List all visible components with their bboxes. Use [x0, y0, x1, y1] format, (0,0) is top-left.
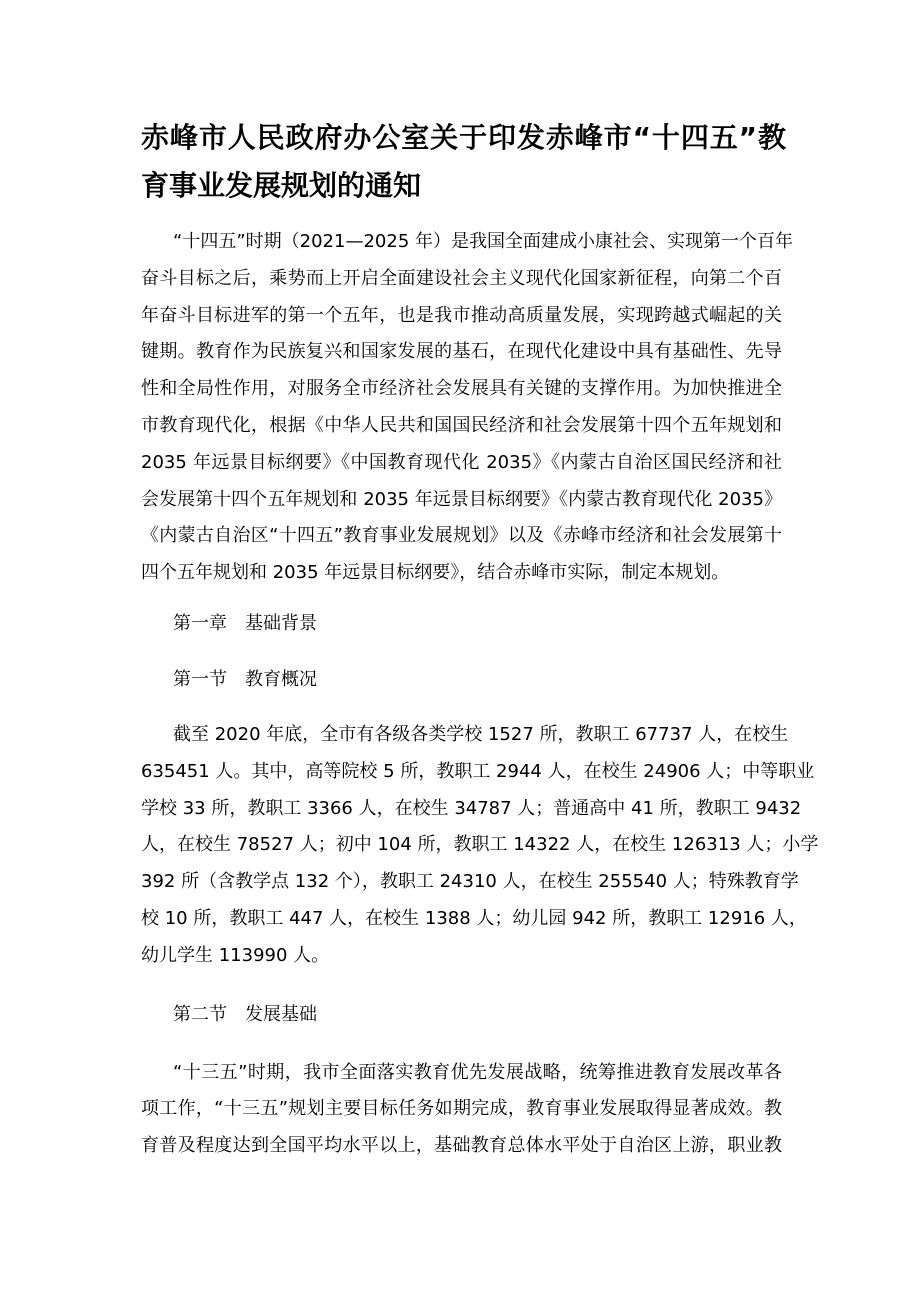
paragraph-line: 市教育现代化，根据《中华人民共和国国民经济和社会发展第十四个五年规划和	[141, 414, 782, 436]
paragraph-line: 项工作，“十三五”规划主要目标任务如期完成，教育事业发展取得显著成效。教	[141, 1098, 782, 1120]
paragraph-line: 《内蒙古自治区“十四五”教育事业发展规划》以及《赤峰市经济和社会发展第十	[141, 525, 782, 547]
document-page	[141, 114, 819, 1165]
section-heading: 第二节 发展基础	[173, 1003, 317, 1025]
paragraph-line: 校 10 所，教职工 447 人，在校生 1388 人；幼儿园 942 所，教职工 12916 人，	[141, 907, 807, 929]
paragraph-line: 学校 33 所，教职工 3366 人，在校生 34787 人；普通高中 41 所，教职工 9432	[141, 797, 802, 819]
paragraph-line: 奋斗目标之后，乘势而上开启全面建设社会主义现代化国家新征程，向第二个百	[141, 267, 782, 289]
paragraph-line: 键期。教育作为民族复兴和国家发展的基石，在现代化建设中具有基础性、先导	[141, 341, 782, 363]
intro-paragraph	[141, 224, 793, 592]
paragraph-line: 性和全局性作用，对服务全市经济社会发展具有关键的支撑作用。为加快推进全	[141, 378, 782, 400]
paragraph-line: 截至 2020 年底，全市有各级各类学校 1527 所，教职工 67737 人，在校生	[173, 723, 789, 745]
paragraph-line: 幼儿学生 113990 人。	[141, 944, 330, 966]
paragraph-line: “十四五”时期（2021—2025 年）是我国全面建成小康社会、实现第一个百年	[173, 231, 793, 252]
section-heading: 第一节 教育概况	[173, 668, 317, 690]
overview-paragraph	[141, 717, 819, 975]
title-line: 赤峰市人民政府办公室关于印发赤峰市“十四五”教	[141, 121, 786, 154]
paragraph-line: 四个五年规划和 2035 年远景目标纲要》，结合赤峰市实际，制定本规划。	[141, 562, 730, 584]
paragraph-line: 392 所（含教学点 132 个），教职工 24310 人，在校生 255540 人；特殊教育学	[141, 871, 799, 893]
paragraph-line: 2035 年远景目标纲要》《中国教育现代化 2035》《内蒙古自治区国民经济和社	[141, 451, 782, 473]
paragraph-line: 人，在校生 78527 人；初中 104 所，教职工 14322 人，在校生 126313 人；小学	[141, 834, 819, 856]
chapter-heading: 第一章 基础背景	[173, 612, 317, 634]
title-line: 育事业发展规划的通知	[141, 169, 422, 202]
foundation-paragraph	[141, 1055, 782, 1165]
paragraph-line: 育普及程度达到全国平均水平以上，基础教育总体水平处于自治区上游，职业教	[141, 1135, 782, 1157]
paragraph-line: 会发展第十四个五年规划和 2035 年远景目标纲要》《内蒙古教育现代化 2035》	[141, 488, 782, 510]
paragraph-line: “十三五”时期，我市全面落实教育优先发展战略，统筹推进教育发展改革各	[173, 1061, 782, 1083]
paragraph-line: 635451 人。其中，高等院校 5 所，教职工 2944 人，在校生 24906 人；中等职业	[141, 760, 815, 782]
paragraph-line: 年奋斗目标进军的第一个五年，也是我市推动高质量发展，实现跨越式崛起的关	[141, 304, 782, 326]
document-title	[141, 114, 786, 210]
